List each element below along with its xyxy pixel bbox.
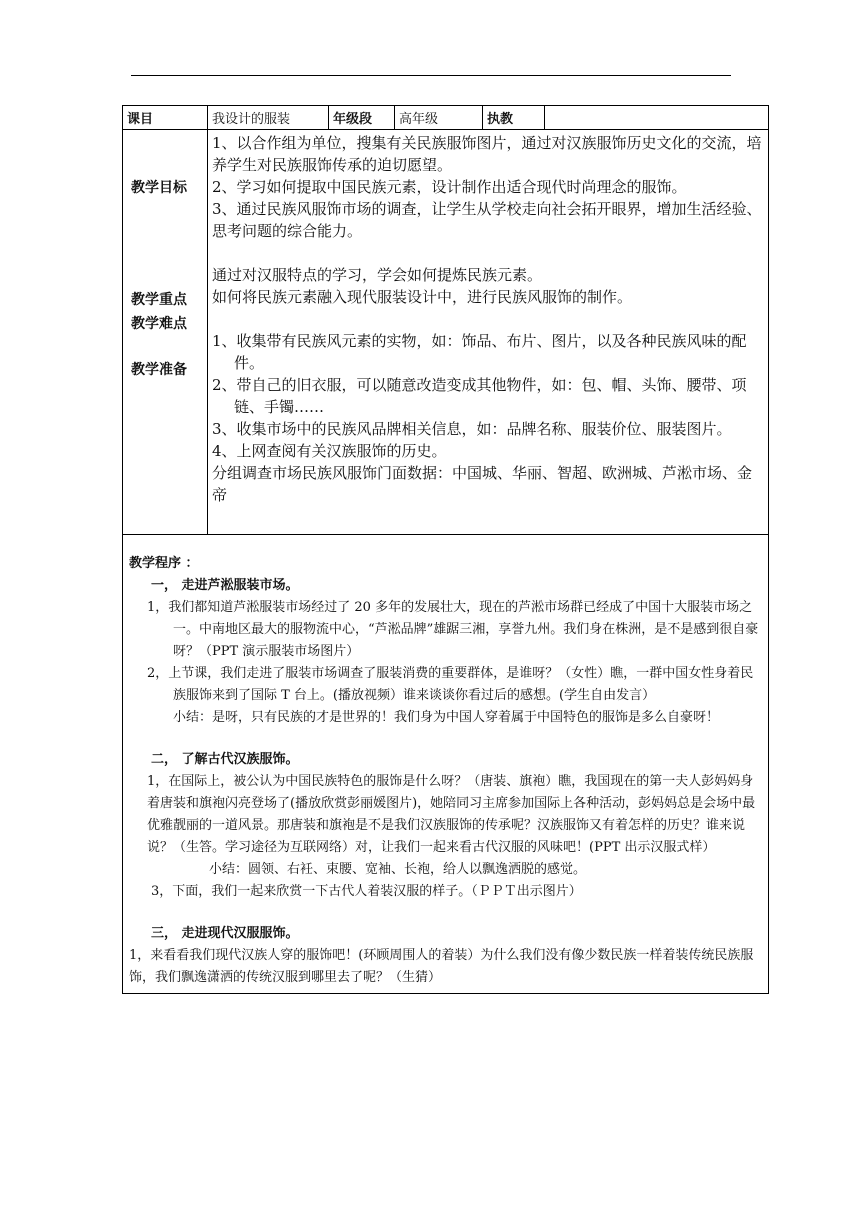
objective-item: 2、学习如何提取中国民族元素，设计制作出适合现代时尚理念的服饰。: [212, 178, 687, 196]
procedure-title: 教学程序 ：: [129, 556, 199, 571]
section-heading: 一， 走进芦淞服装市场。: [151, 578, 299, 593]
procedure-item: 3，下面，我们一起来欣赏一下古代人着装汉服的样子。（ＰＰＴ出示图片）: [151, 884, 582, 899]
objective-item: 1、以合作组为单位，搜集有关民族服饰图片，通过对汉族服饰历史文化的交流，培养学生对民族服饰传承的迫切愿望。: [212, 134, 762, 174]
section-heading: 二， 了解古代汉族服饰。: [151, 752, 299, 767]
procedure-item: 1，我们都知道芦淞服装市场经过了 20 多年的发展壮大，现在的芦淞市场群已经成了中国十大服装市场之一。中南地区最大的服物流中心，“芦淞品牌”雄踞三湘，享誉九州。我们身在株洲，是不是感到很自豪呀？（PPT 演示服装市场图片）: [147, 600, 759, 659]
section-heading: 三， 走进现代汉服服饰。: [151, 926, 299, 941]
lesson-plan-table: [122, 105, 769, 994]
teacher-value: [545, 106, 769, 130]
grade-value: 高年级: [395, 106, 483, 130]
section-summary: 小结：圆领、右衽、束腰、宽袖、长袍，给人以飘逸洒脱的感觉。: [209, 862, 587, 877]
difficulty-text: 如何将民族元素融入现代服装设计中，进行民族风服饰的制作。: [212, 288, 633, 306]
header-rule: [131, 75, 731, 76]
objectives-label: 教学目标: [131, 180, 187, 196]
key-point-label: 教学重点: [131, 292, 187, 308]
difficulty-label: 教学难点: [131, 316, 187, 332]
details-row: [123, 130, 769, 535]
procedure-item: 1，在国际上，被公认为中国民族特色的服饰是什么呀？（唐装、旗袍）瞧，我国现在的第一夫人彭妈妈身着唐装和旗袍闪亮登场了(播放欣赏彭丽媛图片)，她陪同习主席参加国际上各种活动，彭妈妈总是会场中最优雅靓丽的一道风景。那唐装和旗袍是不是我们汉族服饰的传承呢？汉族服饰又有着怎样的历史？谁来说说？（生答。学习途径为互联网络）对，让我们一起来看古代汉服的风味吧！(PPT 出示汉服式样）: [147, 774, 756, 855]
preparation-label: 教学准备: [131, 362, 187, 378]
grade-label: 年级段: [329, 106, 395, 130]
preparation-item: 4、上网查阅有关汉族服饰的历史。: [212, 442, 447, 460]
procedure-item: 1，来看看我们现代汉族人穿的服饰吧！(环顾周围人的着装）为什么我们没有像少数民族一样着装传统民族服饰，我们飘逸潇洒的传统汉服到哪里去了呢？（生猜）: [129, 948, 754, 985]
key-point-text: 通过对汉服特点的学习，学会如何提炼民族元素。: [212, 266, 543, 284]
preparation-item: 2、带自己的旧衣服，可以随意改造变成其他物件，如：包、帽、头饰、腰带、项链、手镯……: [212, 376, 747, 416]
procedure-row: [123, 535, 769, 994]
objective-item: 3、通过民族风服饰市场的调查，让学生从学校走向社会拓开眼界，增加生活经验、思考问题的综合能力。: [212, 200, 762, 240]
header-row: [123, 106, 769, 130]
procedure-item: 2，上节课，我们走进了服装市场调查了服装消费的重要群体，是谁呀？（女性）瞧，一群中国女性身着民族服饰来到了国际 T 台上。(播放视频）谁来谈谈你看过后的感想。(学生自由发言）: [147, 666, 754, 703]
preparation-item: 3、收集市场中的民族风品牌相关信息，如：品牌名称、服装价位、服装图片。: [212, 420, 732, 438]
preparation-item: 1、收集带有民族风元素的实物，如：饰品、布片、图片，以及各种民族风味的配件。: [212, 332, 747, 372]
teacher-label: 执教: [483, 106, 545, 130]
survey-text: 分组调查市场民族风服饰门面数据：中国城、华丽、智超、欧洲城、芦淞市场、金帝: [212, 464, 753, 504]
section-summary: 小结：是呀，只有民族的才是世界的！我们身为中国人穿着属于中国特色的服饰是多么自豪呀！: [173, 710, 720, 725]
course-label: 课目: [123, 106, 208, 130]
course-value: 我设计的服装: [208, 106, 329, 130]
